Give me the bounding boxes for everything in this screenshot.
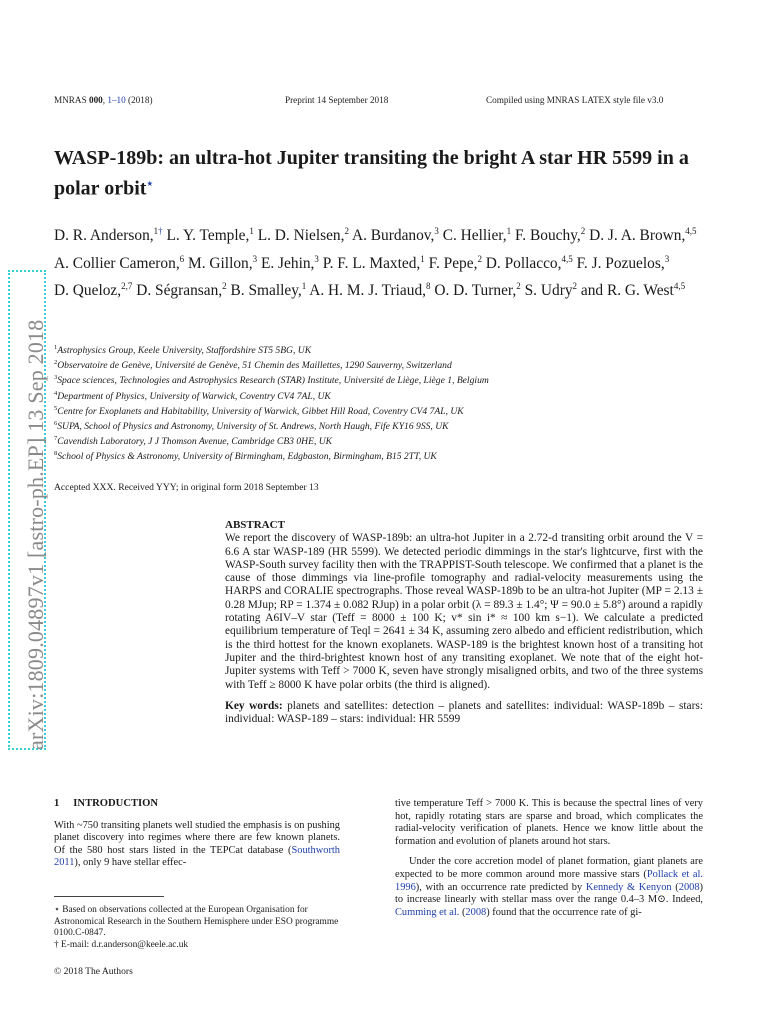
affiliation [54, 448, 714, 463]
author [309, 282, 430, 299]
affiliation [54, 403, 714, 418]
author-affiliation-number: 3 [252, 253, 258, 264]
author-name: L. Y. Temple, [166, 227, 250, 245]
affiliation [54, 357, 714, 372]
footnote-mark: ⋆ [54, 905, 60, 915]
author-affiliation-number: 4,5 [685, 226, 697, 236]
arxiv-stamp[interactable]: arXiv:1809.04897v1 [astro-ph.EP] 13 Sep 2018 [23, 319, 48, 750]
author-name: A. Burdanov, [351, 227, 435, 245]
keywords-text: planets and satellites: detection – planets and satellites: individual: WASP-189b – stars: individual: WASP-189 – stars: individual: HR 5599 [225, 699, 703, 726]
author-affiliation-number: 2 [516, 281, 521, 292]
author [589, 227, 696, 244]
footnote-star [54, 905, 340, 940]
author-name: F. Pepe, [428, 254, 478, 272]
footnote-text: E-mail: d.r.anderson@keele.ac.uk [61, 939, 189, 950]
title-footnote-link[interactable]: ⋆ [146, 178, 154, 190]
author [443, 227, 511, 244]
footnote-rule [54, 896, 164, 897]
author-name: M. Gillon, [188, 254, 253, 272]
preprint-date: Preprint 14 September 2018 [285, 95, 389, 105]
author-affiliation-number: 2 [344, 226, 349, 236]
citation-year-link[interactable]: 2008 [678, 881, 700, 893]
affiliation-number: 6 [54, 419, 58, 427]
affiliation-text: Centre for Exoplanets and Habitability, University of Warwick, Gibbet Hill Road, Coventry CV4 7AL, UK [57, 405, 464, 417]
author-affiliation-number: 4,5 [673, 281, 686, 292]
author [231, 282, 307, 299]
author-affiliation-number: 1 [420, 253, 425, 264]
citation-link[interactable]: Kennedy & Kenyon [585, 881, 672, 893]
affiliation-number: 5 [54, 404, 58, 412]
affiliation [54, 388, 714, 403]
text: ) found that the occurrence rate of gi- [486, 906, 642, 918]
abstract [225, 519, 703, 726]
journal-name: MNRAS [54, 95, 87, 105]
affiliation-list [54, 342, 714, 464]
page-range-link[interactable]: 1–10 [107, 95, 126, 105]
text: Under the core accretion model of planet formation, giant planets are expected to be more common around more massive stars ( [395, 856, 703, 880]
author-name: D. Ségransan, [136, 282, 223, 300]
author-name: D. Queloz, [54, 282, 122, 300]
author-name: B. Smalley, [230, 282, 302, 300]
author-affiliation-number: 3 [314, 253, 319, 264]
footnote-mark: † [54, 939, 59, 950]
author [515, 227, 585, 244]
author-affiliation-number: 2,7 [121, 281, 133, 292]
affiliation-number: 4 [54, 389, 58, 397]
author-name: C. Hellier, [442, 227, 507, 245]
affiliation-text: School of Physics & Astronomy, University of Birmingham, Edgbaston, Birmingham, B15 2TT, UK [57, 451, 437, 463]
right-paragraph-2: Under the core accretion model of planet formation, giant planets are expected to be more common around more massive stars (Pollack et al. 1996), with an occurrence rate predicted by Kennedy & Kenyon (2008) to increase linearly with stellar mass over the range 0.4–3 M⊙. Indeed, Cumming et al. (2008) found that the occurrence rate of gi- [395, 856, 703, 918]
footnote-email [54, 940, 340, 952]
affiliation-text: Space sciences, Technologies and Astrophysics Research (STAR) Institute, Université de Liège, Liège 1, Belgium [57, 375, 489, 387]
affiliation-text: Observatoire de Genève, Université de Genève, 51 Chemin des Maillettes, 1290 Sauverny, Switzerland [57, 360, 452, 372]
journal-volume: 000 [88, 95, 103, 105]
affiliation-number: 8 [54, 450, 58, 458]
author-affiliation-number: 2 [580, 226, 586, 236]
journal-year: (2018) [128, 95, 153, 105]
author-list [54, 220, 714, 303]
abstract-body: We report the discovery of WASP-189b: an ultra-hot Jupiter in a 2.72-d transiting orbit around the V = 6.6 A star WASP-189 (HR 5599). We detected periodic dimmings in the star's lightcurve, first with the WASP-South survey facility then with the TRAPPIST-South telescope. We confirmed that a planet is the cause of those dimmings via line-profile tomography and radial-velocity measurements using the HARPS and CORALIE spectrographs. Those reveal WASP-189b to be an ultra-hot Jupiter (MP = 2.13 ± 0.28 MJup; RP = 1.374 ± 0.082 RJup) in a polar orbit (λ = 89.3 ± 1.4°; Ψ = 90.0 ± 5.8°) around a rapidly rotating A6IV–V star (Teff = 8000 ± 100 K; v* sin i* ≈ 100 km s−1). We calculate a predicted equilibrium temperature of Teql = 2641 ± 34 K, assuming zero albedo and efficient redistribution, which is the third hottest for the known exoplanets. WASP-189 is the brightest known host of a transiting hot Jupiter and the third-brightest known host of any transiting exoplanet. We note that of the eight hot-Jupiter systems with Teff > 7000 K, seven have strongly misaligned orbits, and two of the three systems with Teff ≥ 8000 K have polar orbits (the third is aligned). [225, 532, 703, 691]
affiliation-text: Astrophysics Group, Keele University, Staffordshire ST5 5BG, UK [57, 345, 312, 357]
author-affiliation-number: 8 [426, 281, 431, 292]
author [525, 282, 577, 299]
citation-link[interactable]: Pollack et al. 1996 [395, 868, 703, 893]
author-name: O. D. Turner, [434, 282, 517, 300]
author [486, 255, 573, 272]
affiliation-text: Department of Physics, University of Warwick, Coventry CV4 7AL, UK [57, 390, 331, 402]
copyright: © 2018 The Authors [54, 966, 133, 977]
text: ) to increase linearly with stellar mass over the range 0.4–3 M⊙. Indeed, [395, 881, 703, 906]
section-heading [54, 798, 340, 811]
author [188, 255, 257, 272]
affiliation [54, 342, 714, 357]
author [54, 227, 163, 244]
author-name: F. J. Pozuelos, [576, 254, 665, 272]
author [323, 255, 425, 272]
author-name: A. Collier Cameron, [54, 254, 180, 272]
author [581, 282, 685, 299]
section-number: 1 [54, 798, 60, 809]
author [136, 282, 226, 299]
text: ), with an occurrence rate predicted by [415, 881, 586, 893]
citation-link[interactable]: Cumming et al. [395, 906, 460, 918]
keywords [225, 700, 703, 727]
author-name: S. Udry [524, 282, 573, 300]
intro-text: With ~750 transiting planets well studied the emphasis is on pushing planet discovery into regimes where there are few known planets. Of the 580 host stars listed in the TEPCat database ( [54, 819, 340, 856]
author-name: E. Jehin, [260, 254, 315, 272]
author-name: P. F. L. Maxted, [322, 254, 421, 272]
footnote-text: Based on observations collected at the European Organisation for Astronomical Research in the Southern Hemisphere under ESO programme 0100.C-0847. [54, 905, 339, 939]
abstract-heading: ABSTRACT [225, 519, 285, 531]
accepted-line: Accepted XXX. Received YYY; in original form 2018 September 13 [54, 482, 319, 493]
author-name: L. D. Nielsen, [257, 227, 345, 245]
author-name: D. Pollacco, [485, 254, 562, 272]
journal-reference: MNRAS 000, 1–10 (2018) [54, 95, 153, 105]
author-affiliation-number: 1 [301, 281, 307, 292]
affiliation-number: 1 [54, 344, 58, 351]
affiliation [54, 372, 714, 387]
author-name: A. H. M. J. Triaud, [309, 282, 426, 300]
citation-year-link[interactable]: 2008 [465, 906, 487, 918]
author-name: D. J. A. Brown, [589, 227, 686, 245]
affiliation-number: 7 [54, 435, 58, 443]
keywords-label: Key words: [225, 699, 283, 712]
intro-text-end: ), only 9 have stellar effec- [74, 857, 187, 869]
affiliation-number: 2 [54, 359, 58, 367]
footnotes [54, 905, 340, 951]
author-name: D. R. Anderson, [54, 227, 154, 245]
author [261, 255, 319, 272]
author [577, 255, 670, 272]
citation-link[interactable]: Southworth 2011 [54, 844, 340, 869]
paper-title [54, 145, 714, 202]
author [434, 282, 520, 299]
author [166, 227, 253, 244]
author-affiliation-number: 2 [222, 281, 227, 292]
affiliation-text: Cavendish Laboratory, J J Thomson Avenue, Cambridge CB3 0HE, UK [57, 436, 333, 448]
author-affiliation-number: 2 [572, 281, 578, 292]
author [258, 227, 349, 244]
author [352, 227, 439, 244]
author-affiliation-number: 3 [664, 253, 670, 264]
author [54, 282, 132, 299]
author-affiliation-number: 2 [477, 253, 482, 264]
author-name: and R. G. West [580, 282, 674, 300]
affiliation [54, 433, 714, 448]
affiliation [54, 418, 714, 433]
column-left [54, 798, 340, 870]
section-title: INTRODUCTION [73, 798, 159, 809]
author-affiliation-number: 4,5 [561, 253, 573, 264]
author-affiliation-number: 1 [153, 226, 159, 236]
intro-paragraph-1 [54, 820, 340, 870]
column-right [395, 798, 703, 919]
compiled-note: Compiled using MNRAS LATEX style file v3.0 [486, 95, 664, 105]
paper-title-text: WASP-189b: an ultra-hot Jupiter transiting the bright A star HR 5599 in a polar orbit [54, 147, 689, 200]
author-affiliation-number: 1 [506, 226, 512, 236]
author-affiliation-number: 3 [434, 226, 439, 236]
author-name: F. Bouchy, [514, 227, 581, 245]
author-affiliation-number: 6 [179, 253, 185, 264]
affiliation-text: SUPA, School of Physics and Astronomy, University of St. Andrews, North Haugh, Fife KY16 9SS, UK [57, 421, 449, 433]
author-affiliation-number: 1 [249, 226, 254, 236]
affiliation-number: 3 [54, 374, 58, 382]
author [54, 255, 184, 272]
author [429, 255, 482, 272]
right-paragraph-1: tive temperature Teff > 7000 K. This is because the spectral lines of very hot, rapidly rotating stars are sparse and broad, which complicates the radial-velocity verification of planets. Hence we know little about the formation and evolution of planets around hot stars. [395, 798, 703, 847]
author-footnote-link[interactable]: † [158, 226, 163, 236]
